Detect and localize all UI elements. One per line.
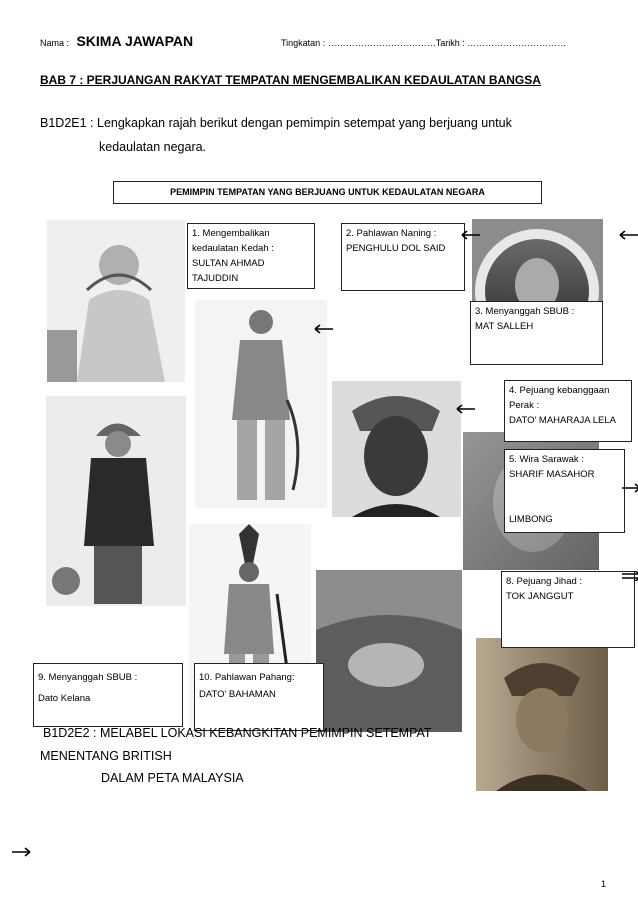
arrow-right-icon — [10, 847, 32, 857]
page-number: 1 — [601, 879, 607, 889]
label-2-line2: PENGHULU DOL SAID — [346, 243, 446, 254]
question-1-line1 — [40, 116, 512, 130]
label-3-line2: MAT SALLEH — [475, 321, 534, 332]
label-box-4 — [504, 380, 632, 442]
label-box-3 — [470, 301, 603, 365]
label-1-line1: 1. Mengembalikan — [192, 228, 270, 239]
question-2-line1: B1D2E2 : MELABEL LOKASI KEBANGKITAN PEMIMPIN SETEMPAT — [43, 726, 432, 740]
form-date-line: Tingkatan : ………………………………Tarikh : …………………………… — [281, 38, 567, 48]
label-8-line2: TOK JANGGUT — [506, 591, 574, 602]
arrow-left-icon — [313, 324, 335, 334]
label-8-line1: 8. Pejuang Jihad : — [506, 576, 583, 587]
label-2-line1: 2. Pahlawan Naning : — [346, 228, 437, 239]
label-3-line1: 3. Menyanggah SBUB : — [475, 306, 575, 317]
label-4-line1: 4. Pejuang kebanggaan — [509, 385, 610, 396]
label-1-line3: SULTAN AHMAD — [192, 258, 265, 269]
arrow-left-icon — [618, 230, 638, 240]
name-value: SKIMA JAWAPAN — [76, 33, 194, 49]
question-1-text: Lengkapkan rajah berikut dengan pemimpin setempat yang berjuang untuk — [97, 116, 512, 130]
label-1-line2: kedaulatan Kedah : — [192, 243, 274, 254]
name-row — [40, 33, 193, 51]
label-box-10 — [194, 663, 324, 731]
question-2-line2: MENENTANG BRITISH — [40, 749, 172, 763]
question-2-line3: DALAM PETA MALAYSIA — [101, 771, 244, 785]
label-box-9 — [33, 663, 183, 727]
label-10-line2: DATO’ BAHAMAN — [199, 689, 276, 700]
diagram-title: PEMIMPIN TEMPATAN YANG BERJUANG UNTUK KEDAULATAN NEGARA — [113, 181, 542, 204]
label-1-line4: TAJUDDIN — [192, 273, 239, 284]
arrow-right-icon — [620, 571, 638, 581]
label-4-line3: DATO’ MAHARAJA LELA — [509, 415, 616, 426]
label-4-line2: Perak : — [509, 400, 540, 411]
label-9-line2: Dato Kelana — [38, 693, 91, 704]
label-box-8 — [501, 571, 635, 648]
portrait-haji-abdul-rahman-limbong — [476, 638, 608, 791]
portrait-dato-maharaja-lela — [332, 381, 461, 517]
label-5-line1: 5. Wira Sarawak : — [509, 454, 584, 465]
name-label: Nama : — [40, 38, 70, 48]
arrow-left-icon — [455, 404, 477, 414]
label-5-gap — [509, 482, 620, 512]
arrow-left-icon — [460, 230, 482, 240]
label-box-2 — [341, 223, 465, 291]
arrow-right-icon — [620, 483, 638, 493]
label-box-5 — [504, 449, 625, 533]
label-5-line2: SHARIF MASAHOR — [509, 469, 595, 480]
question-1-code: B1D2E1 : — [40, 116, 94, 130]
portrait-dato-kelana — [46, 396, 186, 606]
portrait-sultan-ahmad-tajuddin — [47, 220, 185, 382]
chapter-title: BAB 7 : PERJUANGAN RAKYAT TEMPATAN MENGEMBALIKAN KEDAULATAN BANGSA — [40, 73, 541, 87]
label-box-1 — [187, 223, 315, 289]
photo-tok-janggut — [316, 570, 462, 732]
label-5-line3: LIMBONG — [509, 514, 553, 525]
label-9-line1: 9. Menyanggah SBUB : — [38, 672, 138, 683]
question-1-line2: kedaulatan negara. — [99, 140, 207, 154]
portrait-penghulu-dol-said — [195, 300, 327, 508]
label-10-line1: 10. Pahlawan Pahang: — [199, 672, 295, 683]
